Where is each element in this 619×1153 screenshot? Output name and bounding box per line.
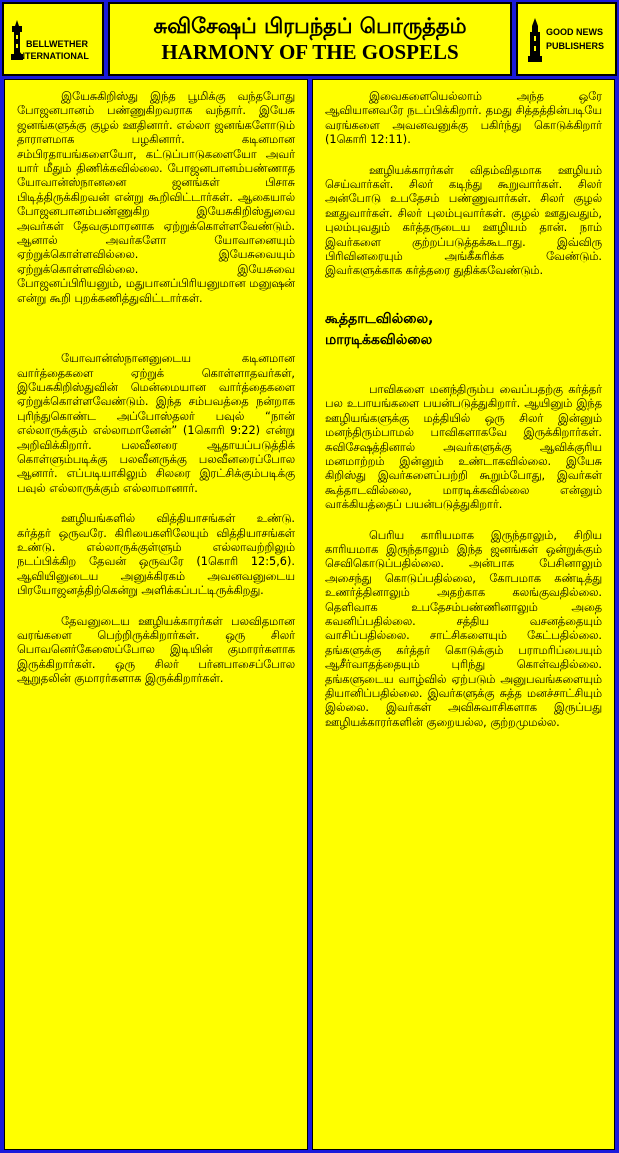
- section-subheading: [325, 309, 602, 351]
- right-paragraph-3: பாவிகளை மனந்திரும்ப வைப்பதற்கு கர்த்தர் பல உபாயங்களை பயன்படுத்துகிறார். ஆயினும் இந்த ஊழியங்களுக்கு மத்தியில் ஒரு சிலர் இன்னும் மனந்திரும்பாமல் பாவிகளாகவே இருக்கிறார்கள். சுவிசேஷத்தினால் அவர்களுக்கு ஆவிக்குரிய மனமாற்றம் இன்னும் உண்டாகவில்லை. இயேசு கிறிஸ்து இவர்களைப்பற்றி கூறும்போது, இவர்கள் கூத்தாடவில்லை, மாரடிக்கவில்லை என்னும் வாக்கியத்தைப் பயன்படுத்துகிறார்.: [325, 382, 602, 512]
- left-paragraph-4: தேவனுடைய ஊழியக்காரர்கள் பலவிதமான வரங்களை பெற்றிருக்கிறார்கள். ஒரு சிலர் பொவனெர்கேஸைப்போல இடியின் குமாரர்களாக இருக்கிறார்கள். ஒரு சிலர் பர்னபாசைப்போல ஆறுதலின் குமாரர்களாக இருக்கிறார்கள்.: [17, 614, 295, 686]
- logo-right-line2: PUBLISHERS: [546, 41, 605, 51]
- page-title-english: HARMONY OF THE GOSPELS: [161, 40, 459, 64]
- tower-icon: [528, 18, 542, 62]
- left-column: [4, 79, 308, 1150]
- left-paragraph-3: ஊழியங்களில் வித்தியாசங்கள் உண்டு. கர்த்தர் ஒருவரே. கிரியைகளிலேயும் வித்தியாசங்கள் உண்டு. எல்லாருக்குள்ளும் எல்லாவற்றிலும் நடப்பிக்கிற தேவன் ஒருவரே (1கொரி 12:5,6). ஆவியினுடைய அனுக்கிரகம் அவனவனுடைய பிரயோஜனத்திற்கென்று அளிக்கப்பட்டிருக்கிறது.: [17, 512, 295, 598]
- good-news-logo: [516, 2, 617, 76]
- right-paragraph-2: ஊழியக்காரர்கள் விதம்விதமாக ஊழியம் செய்வார்கள். சிலர் கடிந்து கூறுவார்கள். சிலர் அன்போடு உபதேசம் பண்ணுவார்கள். சிலர் குழல் ஊதுவார்கள். சிலர் புலம்புவார்கள். குழல் ஊதுவதும், புலம்புவதும் கர்த்தருடைய ஊழியம் தான். நாம் இவர்களை குற்றப்படுத்தக்கூடாது. இவ்விரு பிரிவினரையும் அங்கீகரிக்க வேண்டும். இவர்களுக்காக கர்த்தரை துதிக்கவேண்டும்.: [325, 163, 602, 278]
- bellwether-logo: [2, 2, 104, 76]
- page-title-tamil: சுவிசேஷப் பிரபந்தப் பொருத்தம்: [153, 14, 467, 38]
- subheading-line-1: கூத்தாடவில்லை,: [325, 310, 434, 327]
- logo-left-line2: INTERNATIONAL: [16, 51, 89, 61]
- right-paragraph-4: பெரிய காரியமாக இருந்தாலும், சிறிய காரியமாக இருந்தாலும் இந்த ஜனங்கள் ஒன்றுக்கும் செவிகொடுப்பதில்லை. அன்பாக பேசினாலும் அசைந்து கொடுப்பதில்லை, கோபமாக கண்டித்து உணர்த்தினாலும் அதற்காக கலங்குவதில்லை. தெளிவாக உபதேசம்பண்ணினாலும் அதை கவனிப்பதில்லை. சத்திய வசனத்தையும் வாசிப்பதில்லை. சாட்சிகளையும் கேட்பதில்லை. தங்களுக்கு கர்த்தர் கொடுக்கும் பராமரிப்பையும் ஆசீர்வாதத்தையும் புரிந்து கொள்வதில்லை. தங்களுடைய வாழ்வில் ஏற்படும் அனுபவங்களையும் தியானிப்பதில்லை. இவர்களுக்கு சுத்த மனச்சாட்சியும் இல்லை. இவர்கள் அவிசுவாசிகளாக இருப்பது ஊழியக்காரர்களின் குறையல்ல, குற்றமுமல்ல.: [325, 528, 602, 729]
- page-header: [2, 2, 617, 76]
- left-paragraph-2: யோவான்ஸ்நானனுடைய கடினமான வார்த்தைகளை ஏற்றுக் கொள்ளாதவர்கள், இயேசுகிறிஸ்துவின் மென்மையான வார்த்தைகளை ஏற்றுக்கொள்ளவேண்டும். இந்த சம்பவத்தை நன்றாக புரிந்துகொண்ட அப்போஸ்தலர் பவுல் “நான் எல்லாருக்கும் எல்லாமானேன்” (1கொரி 9:22) என்று அறிவிக்கிறார். பலவீனரை ஆதாயப்படுத்திக் கொள்ளும்படிக்கு பலவீனருக்கு பலவீனரைப்போல ஆனார். எப்படியாகிலும் சிலரை இரட்சிக்கும்படிக்கு பவுல் எல்லாருக்கும் எல்லாமானார்.: [17, 352, 295, 495]
- subheading-line-2: மாரடிக்கவில்லை: [325, 331, 433, 348]
- right-paragraph-1: இவைகளையெல்லாம் அந்த ஒரே ஆவியானவரே நடப்பிக்கிறார். தமது சித்தத்தின்படியே வரங்களை அவனவனுக்கு பகிர்ந்து கொடுக்கிறார் (1கொரி 12:11).: [325, 90, 602, 147]
- logo-right-line1: GOOD NEWS: [546, 27, 604, 37]
- logo-left-line1: BELLWETHER: [26, 39, 88, 49]
- left-paragraph-1: இயேசுகிறிஸ்து இந்த பூமிக்கு வந்தபோது போஜனபானம் பண்ணுகிறவராக வந்தார். இயேசு ஜனங்களுக்கு குழல் ஊதினார். எல்லா ஜனங்களோடும் தாராளமாக பழகினார். கடினமான சம்பிரதாயங்களையோ, கட்டுப்பாடுகளையோ அவர் யார் மீதும் திணிக்கவில்லை. போஜனபானம்பண்ணாத யோவான்ஸ்நானனை ஜனங்கள் பிசாசு பிடித்திருக்கிறவன் என்று கூறிவிட்டார்கள். ஆகையால் போஜனபானம்பண்ணுகிற இயேசுகிறிஸ்துவை அவர்கள் தேவகுமாரனாக ஏற்றுக்கொள்ளவேண்டும். ஆனால் அவர்களோ யோவானையும் ஏற்றுக்கொள்ளவில்லை. இயேசுவையும் ஏற்றுக்கொள்ளவில்லை. இயேசுவை போஜனப்பிரியனும், மதுபானப்பிரியனுமான மனுஷன் என்று கூறி புறக்கணித்துவிட்டார்கள்.: [17, 90, 295, 305]
- title-panel: [108, 2, 512, 76]
- paragraph-spacer: [17, 322, 295, 352]
- right-column: [312, 79, 615, 1150]
